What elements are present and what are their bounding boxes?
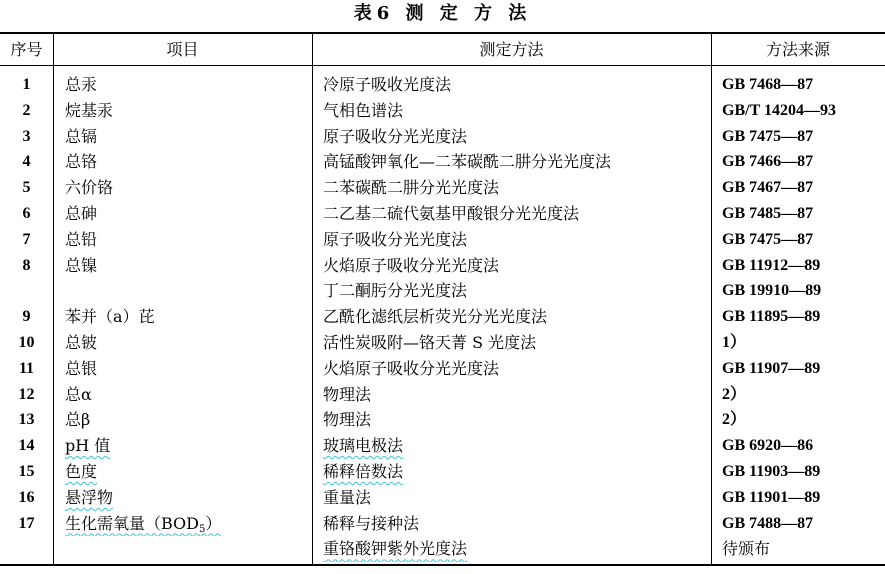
source-cell bbox=[711, 433, 885, 459]
item-cell bbox=[53, 124, 312, 150]
source-label: GB 6920—86 bbox=[722, 437, 814, 455]
source-cell bbox=[711, 536, 885, 562]
serial-number: 15 bbox=[18, 462, 35, 480]
item-text bbox=[65, 514, 221, 533]
item-cell bbox=[53, 536, 312, 562]
item-cell bbox=[53, 149, 312, 175]
method-label: 物理法 bbox=[323, 384, 372, 404]
item-text bbox=[65, 230, 97, 249]
item-cell bbox=[53, 278, 312, 304]
source-label: GB 7485—87 bbox=[722, 204, 814, 222]
table-row bbox=[0, 278, 885, 304]
method-cell bbox=[312, 124, 711, 150]
source-cell bbox=[711, 278, 885, 304]
method-label: 冷原子吸收光度法 bbox=[323, 75, 452, 94]
source-label: GB 11901—89 bbox=[722, 488, 821, 506]
serial-number-cell bbox=[0, 175, 53, 201]
method-cell bbox=[312, 227, 711, 253]
source-cell bbox=[711, 407, 885, 433]
method-cell bbox=[312, 278, 711, 304]
method-cell bbox=[312, 253, 711, 279]
item-cell bbox=[53, 304, 312, 330]
source-label: GB 7488—87 bbox=[722, 514, 814, 532]
method-cell bbox=[312, 98, 711, 124]
source-label: GB 11895—89 bbox=[722, 308, 821, 326]
serial-number-cell bbox=[0, 149, 53, 175]
item-label: 总β bbox=[65, 410, 91, 430]
method-cell bbox=[312, 511, 711, 537]
item-label: 苯并（a）芘 bbox=[65, 307, 155, 327]
item-cell bbox=[53, 227, 312, 253]
source-label: GB 11903—89 bbox=[722, 462, 821, 480]
method-cell bbox=[312, 201, 711, 227]
source-label: GB 7467—87 bbox=[722, 179, 814, 197]
serial-number: 12 bbox=[18, 385, 35, 403]
serial-number-cell bbox=[0, 227, 53, 253]
source-label: GB 7466—87 bbox=[722, 153, 814, 171]
table-body bbox=[0, 66, 885, 562]
item-text bbox=[65, 333, 97, 352]
header-item: 项目 bbox=[166, 40, 199, 59]
method-label: 火焰原子吸收分光光度法 bbox=[323, 358, 500, 378]
method-label: 物理法 bbox=[323, 410, 372, 430]
source-label: 待颁布 bbox=[722, 539, 771, 559]
table-row bbox=[0, 175, 885, 201]
method-cell bbox=[312, 536, 711, 562]
item-text bbox=[65, 204, 97, 223]
serial-number-cell bbox=[0, 536, 53, 562]
table-row bbox=[0, 511, 885, 537]
serial-number-cell bbox=[0, 201, 53, 227]
serial-number-cell bbox=[0, 253, 53, 279]
method-label: 气相色谱法 bbox=[323, 100, 404, 120]
item-text bbox=[65, 256, 97, 275]
item-label: 六价铬 bbox=[65, 178, 114, 198]
source-cell bbox=[711, 330, 885, 356]
item-label: 总铅 bbox=[65, 229, 98, 249]
method-cell bbox=[312, 175, 711, 201]
serial-number-cell bbox=[0, 407, 53, 433]
source-cell bbox=[711, 98, 885, 124]
item-label: 生化需氧量（BOD bbox=[65, 513, 200, 533]
item-cell bbox=[53, 253, 312, 279]
item-text bbox=[65, 178, 113, 197]
serial-number: 2 bbox=[22, 101, 31, 119]
method-cell bbox=[312, 149, 711, 175]
table-row bbox=[0, 485, 885, 511]
item-cell bbox=[53, 485, 312, 511]
method-table bbox=[0, 32, 885, 566]
method-label: 稀释倍数法 bbox=[323, 461, 404, 481]
source-label: GB/T 14204—93 bbox=[722, 101, 836, 119]
method-label: 丁二酮肟分光光度法 bbox=[323, 281, 468, 301]
method-label: 重量法 bbox=[323, 487, 372, 507]
method-cell bbox=[312, 459, 711, 485]
item-cell bbox=[53, 407, 312, 433]
serial-number: 5 bbox=[22, 179, 31, 197]
source-cell bbox=[711, 485, 885, 511]
source-cell bbox=[711, 72, 885, 98]
item-cell bbox=[53, 511, 312, 537]
item-cell bbox=[53, 201, 312, 227]
serial-number: 11 bbox=[18, 359, 35, 377]
table-row bbox=[0, 124, 885, 150]
item-cell bbox=[53, 98, 312, 124]
item-text bbox=[65, 101, 113, 120]
method-label: 稀释与接种法 bbox=[323, 513, 420, 533]
table-title: 表6 测 定 方 法 bbox=[353, 3, 532, 24]
serial-number-cell bbox=[0, 433, 53, 459]
column-divider bbox=[53, 34, 54, 564]
item-cell bbox=[53, 330, 312, 356]
method-label: 高锰酸钾氧化—二苯碳酰二肼分光光度法 bbox=[323, 152, 612, 172]
source-cell bbox=[711, 149, 885, 175]
serial-number: 16 bbox=[18, 488, 35, 506]
serial-number: 10 bbox=[18, 333, 35, 351]
table-row bbox=[0, 304, 885, 330]
table-row bbox=[0, 330, 885, 356]
method-label: 二苯碳酰二肼分光光度法 bbox=[323, 178, 500, 198]
serial-number: 7 bbox=[22, 230, 31, 248]
serial-number-cell bbox=[0, 356, 53, 382]
serial-number-cell bbox=[0, 304, 53, 330]
source-label: GB 7475—87 bbox=[722, 230, 814, 248]
item-label: 总银 bbox=[65, 358, 98, 378]
source-label: GB 7475—87 bbox=[722, 127, 814, 145]
source-label: GB 7468—87 bbox=[722, 76, 814, 93]
item-label: 总汞 bbox=[65, 75, 98, 94]
serial-number-cell bbox=[0, 485, 53, 511]
item-label: pH 值 bbox=[65, 436, 111, 456]
table-row bbox=[0, 433, 885, 459]
table-row bbox=[0, 98, 885, 124]
method-cell bbox=[312, 382, 711, 408]
serial-number: 4 bbox=[22, 153, 31, 171]
item-text bbox=[65, 359, 97, 378]
serial-number: 3 bbox=[22, 127, 31, 145]
source-label: GB 19910—89 bbox=[722, 282, 822, 300]
method-label: 二乙基二硫代氨基甲酸银分光光度法 bbox=[323, 203, 580, 223]
item-label: 悬浮物 bbox=[65, 487, 114, 507]
serial-number: 13 bbox=[18, 411, 35, 429]
item-label: 总镉 bbox=[65, 126, 98, 146]
serial-number-cell bbox=[0, 459, 53, 485]
table-row bbox=[0, 382, 885, 408]
item-label: 总α bbox=[65, 384, 92, 404]
source-label: 2） bbox=[722, 385, 747, 403]
source-label: 2） bbox=[722, 411, 747, 429]
table-row bbox=[0, 72, 885, 98]
source-cell bbox=[711, 227, 885, 253]
column-divider bbox=[312, 34, 313, 564]
item-text bbox=[65, 410, 90, 429]
method-label: 玻璃电极法 bbox=[323, 436, 404, 456]
item-text bbox=[65, 152, 97, 171]
item-cell bbox=[53, 382, 312, 408]
source-cell bbox=[711, 253, 885, 279]
item-cell bbox=[53, 72, 312, 98]
serial-number-cell bbox=[0, 98, 53, 124]
table-row bbox=[0, 356, 885, 382]
method-cell bbox=[312, 356, 711, 382]
item-label: 总铬 bbox=[65, 152, 98, 172]
header-serial-number: 序号 bbox=[10, 40, 43, 59]
table-header bbox=[0, 34, 885, 66]
source-cell bbox=[711, 356, 885, 382]
item-label: 总铍 bbox=[65, 332, 98, 352]
item-label: 烷基汞 bbox=[65, 100, 114, 120]
table-row bbox=[0, 536, 885, 562]
header-source: 方法来源 bbox=[765, 40, 830, 59]
item-text bbox=[65, 488, 113, 507]
item-text bbox=[65, 436, 110, 455]
source-cell bbox=[711, 124, 885, 150]
method-label: 重铬酸钾紫外光度法 bbox=[323, 539, 468, 559]
source-label: GB 11912—89 bbox=[722, 256, 821, 274]
serial-number-cell bbox=[0, 511, 53, 537]
item-cell bbox=[53, 356, 312, 382]
source-cell bbox=[711, 201, 885, 227]
method-cell bbox=[312, 433, 711, 459]
method-label: 火焰原子吸收分光光度法 bbox=[323, 255, 500, 275]
serial-number-cell bbox=[0, 124, 53, 150]
serial-number: 8 bbox=[22, 256, 31, 274]
item-cell bbox=[53, 459, 312, 485]
header-method: 测定方法 bbox=[479, 40, 544, 59]
serial-number: 6 bbox=[22, 204, 31, 222]
serial-number-cell bbox=[0, 72, 53, 98]
method-label: 活性炭吸附—铬天菁 S 光度法 bbox=[323, 332, 537, 352]
method-label: 原子吸收分光光度法 bbox=[323, 229, 468, 249]
item-subscript: 5 bbox=[199, 523, 206, 535]
serial-number: 1 bbox=[22, 76, 31, 93]
item-label-tail: ） bbox=[205, 513, 222, 533]
serial-number-cell bbox=[0, 278, 53, 304]
table-row bbox=[0, 201, 885, 227]
item-cell bbox=[53, 175, 312, 201]
table-row bbox=[0, 253, 885, 279]
method-cell bbox=[312, 485, 711, 511]
item-text bbox=[65, 462, 97, 481]
source-cell bbox=[711, 382, 885, 408]
table-row bbox=[0, 459, 885, 485]
item-text bbox=[65, 75, 97, 94]
item-label: 色度 bbox=[65, 461, 98, 481]
table-row bbox=[0, 227, 885, 253]
source-label: 1） bbox=[722, 333, 747, 351]
serial-number-cell bbox=[0, 330, 53, 356]
table-row bbox=[0, 149, 885, 175]
serial-number: 9 bbox=[22, 308, 31, 326]
method-cell bbox=[312, 72, 711, 98]
item-cell bbox=[53, 433, 312, 459]
method-cell bbox=[312, 407, 711, 433]
item-text bbox=[65, 307, 155, 326]
serial-number: 14 bbox=[18, 437, 35, 455]
serial-number-cell bbox=[0, 382, 53, 408]
column-divider bbox=[711, 34, 712, 564]
source-cell bbox=[711, 511, 885, 537]
item-text bbox=[65, 127, 97, 146]
source-cell bbox=[711, 175, 885, 201]
item-label: 总镍 bbox=[65, 255, 98, 275]
method-cell bbox=[312, 330, 711, 356]
method-label: 乙酰化滤纸层析荧光分光光度法 bbox=[323, 307, 548, 327]
source-cell bbox=[711, 304, 885, 330]
method-cell bbox=[312, 304, 711, 330]
source-label: GB 11907—89 bbox=[722, 359, 821, 377]
method-label: 原子吸收分光光度法 bbox=[323, 126, 468, 146]
source-cell bbox=[711, 459, 885, 485]
item-label: 总砷 bbox=[65, 203, 98, 223]
item-text bbox=[65, 385, 92, 404]
serial-number: 17 bbox=[18, 514, 35, 532]
table-row bbox=[0, 407, 885, 433]
